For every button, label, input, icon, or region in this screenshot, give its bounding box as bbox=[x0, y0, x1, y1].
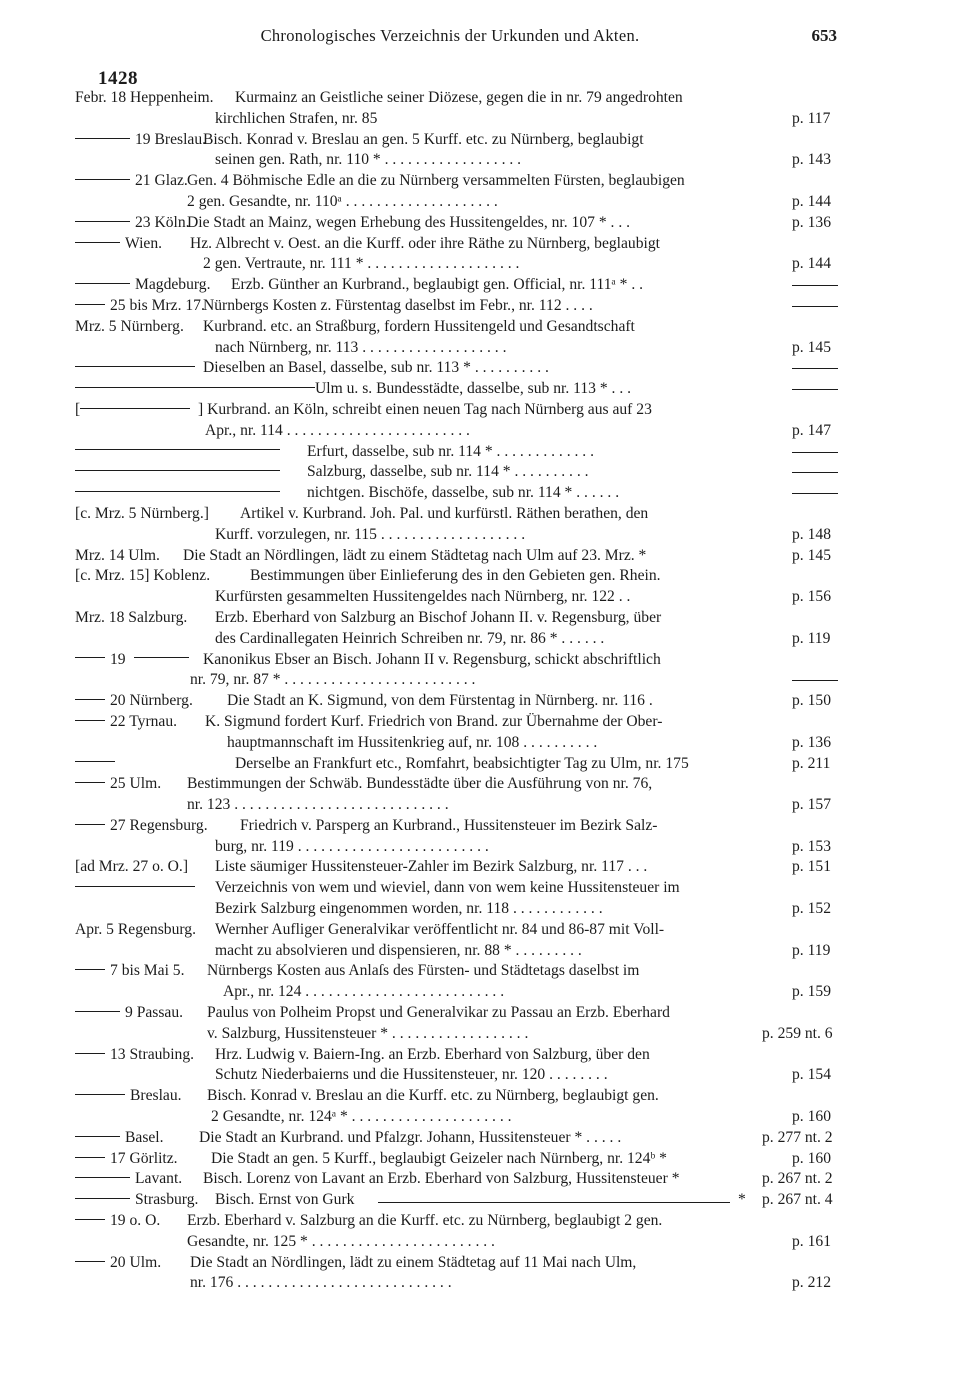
entry-date: Mrz. 5 Nürnberg. bbox=[75, 317, 184, 335]
entry-text: ] Kurbrand. an Köln, schreibt einen neuen Tag nach Nürnberg aus auf 23 bbox=[198, 400, 652, 418]
entry-line bbox=[0, 691, 960, 712]
running-title: Chronologisches Verzeichnis der Urkunden und Akten. bbox=[260, 26, 640, 45]
year-heading: 1428 bbox=[98, 68, 138, 89]
entry-date: Apr. 5 Regensburg. bbox=[75, 920, 196, 938]
entry-date bbox=[75, 379, 320, 400]
entry-line bbox=[0, 1045, 960, 1066]
page-reference: p. 277 nt. 2 bbox=[762, 1128, 833, 1146]
entry-date bbox=[75, 296, 205, 317]
entry-line bbox=[0, 982, 960, 1003]
entry-date bbox=[75, 816, 208, 837]
entry-line bbox=[0, 254, 960, 275]
entry-line bbox=[0, 192, 960, 213]
entry-line bbox=[0, 213, 960, 234]
ditto-dash bbox=[75, 1157, 105, 1158]
ditto-dash bbox=[378, 1202, 730, 1203]
entry-text: Die Stadt an Kurbrand. und Pfalzgr. Johann, Hussitensteuer * . . . . . bbox=[199, 1128, 622, 1146]
entry-line bbox=[0, 296, 960, 317]
entry-text: Kurmainz an Geistliche seiner Diözese, gegen die in nr. 79 angedrohten bbox=[235, 89, 683, 106]
entry-line bbox=[0, 400, 960, 421]
entry-text: Kurfürsten gesammelten Hussitengeldes nach Nürnberg, nr. 122 . . bbox=[215, 588, 631, 606]
ditto-dash bbox=[75, 720, 105, 721]
entry-line bbox=[0, 358, 960, 379]
entry-date bbox=[75, 1149, 178, 1170]
entry-date bbox=[75, 650, 194, 671]
page-reference: p. 159 bbox=[792, 983, 831, 1001]
entry-text: Hz. Albrecht v. Oest. an die Kurff. oder ihre Räthe zu Nürnberg, beglaubigt bbox=[190, 234, 660, 252]
entry-tail: * bbox=[738, 1191, 746, 1209]
entry-text: Kurbrand. etc. an Straßburg, fordern Hussitengeld und Gesandtschaft bbox=[203, 317, 635, 335]
page-reference: p. 153 bbox=[792, 837, 831, 855]
page-reference: p. 161 bbox=[792, 1232, 831, 1250]
entry-text: Die Stadt an gen. 5 Kurff., beglaubigt Geizeler nach Nürnberg, nr. 124ᵇ * bbox=[211, 1149, 667, 1167]
page-reference: p. 152 bbox=[792, 900, 831, 918]
entry-text: Bezirk Salzburg eingenommen worden, nr. 118 . . . . . . . . . . . . bbox=[215, 900, 603, 918]
entry-date bbox=[75, 1003, 183, 1024]
entry-text: Liste säumiger Hussitensteuer-Zahler im Bezirk Salzburg, nr. 117 . . . bbox=[215, 858, 648, 876]
entry-line bbox=[0, 379, 960, 400]
entry-line bbox=[0, 1169, 960, 1190]
ditto-dash bbox=[75, 1198, 130, 1199]
page-reference: p. 145 bbox=[792, 546, 831, 564]
entry-date-text: [ bbox=[75, 400, 81, 418]
ditto-dash bbox=[75, 969, 105, 970]
entry-line bbox=[0, 504, 960, 525]
entry-line bbox=[0, 275, 960, 296]
entry-date-text: 25 Ulm. bbox=[110, 775, 162, 793]
entry-text: Nürnbergs Kosten aus Anlaſs des Fürsten- und Städtetags daselbst im bbox=[207, 962, 640, 980]
entry-date bbox=[75, 1190, 198, 1211]
entry-line bbox=[0, 1024, 960, 1045]
entry-line bbox=[0, 1065, 960, 1086]
ditto-dash bbox=[75, 1261, 105, 1262]
page-reference: p. 151 bbox=[792, 858, 831, 876]
entry-date: Febr. 18 Heppenheim. bbox=[75, 89, 214, 106]
entry-text: Schutz Niederbaierns und die Hussitensteuer, nr. 120 . . . . . . . . bbox=[215, 1066, 608, 1084]
entry-line bbox=[0, 234, 960, 255]
entry-date bbox=[75, 1128, 164, 1149]
entry-text: kirchlichen Strafen, nr. 85 bbox=[215, 109, 378, 127]
entry-text: Friedrich v. Parsperg an Kurbrand., Hussitensteuer im Bezirk Salz- bbox=[240, 816, 658, 834]
entry-date-text: Basel. bbox=[125, 1128, 164, 1146]
entry-text: 2 Gesandte, nr. 124ᵃ * . . . . . . . . . . . . . . . . . . . . . bbox=[211, 1108, 512, 1126]
entry-text: Kanonikus Ebser an Bisch. Johann II v. Regensburg, schickt abschriftlich bbox=[203, 650, 661, 668]
page-reference: p. 160 bbox=[792, 1149, 831, 1167]
entry-line bbox=[0, 1211, 960, 1232]
ditto-dash bbox=[75, 1219, 105, 1220]
entry-date-text: Breslau. bbox=[130, 1087, 182, 1105]
entry-line bbox=[0, 795, 960, 816]
entry-line bbox=[0, 546, 960, 567]
entry-list bbox=[0, 88, 960, 1294]
entry-date-text: 17 Görlitz. bbox=[110, 1149, 178, 1167]
entry-line bbox=[0, 629, 960, 650]
entry-date-text: 20 Ulm. bbox=[110, 1253, 162, 1271]
entry-line bbox=[0, 587, 960, 608]
entry-date bbox=[75, 234, 162, 255]
page-reference: p. 136 bbox=[792, 213, 831, 231]
entry-date bbox=[75, 1045, 194, 1066]
entry-text: burg, nr. 119 . . . . . . . . . . . . . . . . . . . . . . . . . bbox=[215, 837, 489, 855]
page-reference: p. 117 bbox=[792, 109, 831, 127]
entry-text: Die Stadt an Nördlingen, lädt zu einem Städtetag auf 11 Mai nach Ulm, bbox=[190, 1253, 637, 1271]
entry-text: Bisch. Lorenz von Lavant an Erzb. Eberhard von Salzburg, Hussitensteuer * bbox=[203, 1170, 680, 1188]
entry-date bbox=[75, 171, 188, 192]
page-number: 653 bbox=[811, 26, 837, 45]
entry-line bbox=[0, 1003, 960, 1024]
entry-date bbox=[75, 691, 193, 712]
entry-text: Hrz. Ludwig v. Baiern-Ing. an Erzb. Eberhard von Salzburg, über den bbox=[215, 1045, 650, 1063]
entry-line bbox=[0, 1190, 960, 1211]
entry-text: des Cardinallegaten Heinrich Schreiben nr. 79, nr. 86 * . . . . . . bbox=[215, 629, 605, 647]
entry-date bbox=[75, 130, 206, 151]
entry-text: seinen gen. Rath, nr. 110 * . . . . . . . . . . . . . . . . . . bbox=[215, 151, 522, 169]
entry-text: Ulm u. s. Bundesstädte, dasselbe, sub nr. 113 * . . . bbox=[315, 380, 632, 398]
page-header bbox=[0, 26, 960, 50]
entry-date: Mrz. 14 Ulm. bbox=[75, 546, 160, 564]
ditto-dash bbox=[75, 366, 195, 367]
entry-line bbox=[0, 712, 960, 733]
entry-text: Apr., nr. 114 . . . . . . . . . . . . . . . . . . . . . . . . bbox=[205, 421, 470, 439]
entry-line bbox=[0, 442, 960, 463]
ditto-dash bbox=[75, 387, 315, 388]
entry-line bbox=[0, 338, 960, 359]
ditto-dash bbox=[75, 449, 280, 450]
entry-line bbox=[0, 733, 960, 754]
entry-text: Die Stadt an Mainz, wegen Erhebung des Hussitengeldes, nr. 107 * . . . bbox=[187, 213, 631, 231]
entry-line bbox=[0, 1086, 960, 1107]
entry-date bbox=[75, 213, 190, 234]
ditto-dash bbox=[75, 242, 120, 243]
entry-text: Nürnbergs Kosten z. Fürstentag daselbst im Febr., nr. 112 . . . . bbox=[203, 296, 593, 314]
entry-text: Erfurt, dasselbe, sub nr. 114 * . . . . . . . . . . . . . bbox=[307, 442, 595, 460]
entry-date-text: 22 Tyrnau. bbox=[110, 712, 178, 730]
entry-line bbox=[0, 878, 960, 899]
entry-date-text: 20 Nürnberg. bbox=[110, 692, 193, 710]
page-reference: p. 157 bbox=[792, 796, 831, 814]
entry-line bbox=[0, 837, 960, 858]
page-reference: p. 154 bbox=[792, 1066, 831, 1084]
ditto-dash bbox=[134, 657, 189, 658]
entry-date: [c. Mrz. 15] Koblenz. bbox=[75, 567, 211, 585]
entry-line bbox=[0, 317, 960, 338]
entry-line bbox=[0, 650, 960, 671]
entry-date-text: Wien. bbox=[125, 234, 163, 252]
entry-date-text: 23 Köln. bbox=[135, 213, 190, 231]
page-reference: p. 143 bbox=[792, 151, 831, 169]
entry-date-text: 19 o. O. bbox=[110, 1212, 161, 1230]
page-reference: p. 136 bbox=[792, 733, 831, 751]
entry-line bbox=[0, 774, 960, 795]
entry-text: 2 gen. Vertraute, nr. 111 * . . . . . . . . . . . . . . . . . . . . bbox=[203, 255, 520, 273]
entry-text: Bisch. Konrad v. Breslau an gen. 5 Kurff. etc. zu Nürnberg, beglaubigt bbox=[203, 130, 644, 148]
entry-text: Erzb. Günther an Kurbrand., beglaubigt gen. Official, nr. 111ᵃ * . . bbox=[231, 276, 644, 294]
page-reference: p. 147 bbox=[792, 421, 831, 439]
ditto-dash bbox=[75, 221, 130, 222]
ditto-dash bbox=[75, 782, 105, 783]
entry-text: Apr., nr. 124 . . . . . . . . . . . . . . . . . . . . . . . . . . bbox=[223, 983, 505, 1001]
reference-dash bbox=[792, 368, 838, 369]
reference-dash bbox=[792, 472, 838, 473]
entry-text: K. Sigmund fordert Kurf. Friedrich von Brand. zur Übernahme der Ober- bbox=[205, 712, 663, 730]
entry-line bbox=[0, 109, 960, 130]
entry-date bbox=[75, 1253, 161, 1274]
entry-text: Gesandte, nr. 125 * . . . . . . . . . . . . . . . . . . . . . . . . bbox=[187, 1232, 495, 1250]
entry-text: Bestimmungen der Schwäb. Bundesstädte über die Ausführung von nr. 76, bbox=[187, 775, 653, 793]
entry-line bbox=[0, 754, 960, 775]
entry-date bbox=[75, 878, 200, 899]
ditto-dash bbox=[75, 1094, 125, 1095]
entry-date-text: 19 Breslau. bbox=[135, 130, 207, 148]
entry-line bbox=[0, 816, 960, 837]
page-reference: p. 144 bbox=[792, 192, 831, 210]
entry-line bbox=[0, 1273, 960, 1294]
page-reference: p. 144 bbox=[792, 255, 831, 273]
reference-dash bbox=[792, 680, 838, 681]
page-reference: p. 160 bbox=[792, 1108, 831, 1126]
reference-dash bbox=[792, 493, 838, 494]
entry-text: Die Stadt an K. Sigmund, von dem Fürstentag in Nürnberg. nr. 116 . bbox=[227, 692, 653, 710]
page-reference: p. 145 bbox=[792, 338, 831, 356]
entry-date bbox=[75, 712, 177, 733]
page-reference: p. 119 bbox=[792, 629, 831, 647]
entry-text: nr. 176 . . . . . . . . . . . . . . . . . . . . . . . . . . . . bbox=[190, 1274, 452, 1292]
entry-line bbox=[0, 525, 960, 546]
entry-date bbox=[75, 462, 285, 483]
ditto-dash bbox=[75, 1136, 120, 1137]
entry-text: Erzb. Eberhard v. Salzburg an die Kurff. etc. zu Nürnberg, beglaubigt 2 gen. bbox=[187, 1212, 663, 1230]
entry-date: Mrz. 18 Salzburg. bbox=[75, 608, 188, 626]
entry-text: Die Stadt an Nördlingen, lädt zu einem Städtetag nach Ulm auf 23. Mrz. * bbox=[183, 546, 647, 564]
entry-text: Salzburg, dasselbe, sub nr. 114 * . . . . . . . . . . bbox=[307, 463, 589, 481]
ditto-dash bbox=[80, 408, 190, 409]
entry-text: Bisch. Ernst von Gurk bbox=[215, 1191, 355, 1209]
ditto-dash bbox=[75, 761, 115, 762]
page-reference: p. 267 nt. 2 bbox=[762, 1170, 833, 1188]
entry-line bbox=[0, 670, 960, 691]
entry-line bbox=[0, 130, 960, 151]
entry-line bbox=[0, 150, 960, 171]
entry-date-text: 25 bis Mrz. 17. bbox=[110, 296, 205, 314]
entry-text: 2 gen. Gesandte, nr. 110ᵃ . . . . . . . . . . . . . . . . . . . . bbox=[187, 192, 498, 210]
ditto-dash bbox=[75, 824, 105, 825]
entry-text: v. Salzburg, Hussitensteuer * . . . . . . . . . . . . . . . . . . bbox=[207, 1024, 529, 1042]
entry-text: Verzeichnis von wem und wieviel, dann von wem keine Hussitensteuer im bbox=[215, 879, 680, 897]
entry-date-text: 7 bis Mai 5. bbox=[110, 962, 185, 980]
entry-date-text: 21 Glaz. bbox=[135, 172, 188, 190]
entry-text: Bisch. Konrad v. Breslau an die Kurff. etc. zu Nürnberg, beglaubigt gen. bbox=[207, 1087, 659, 1105]
ditto-dash bbox=[75, 283, 130, 284]
entry-date bbox=[75, 774, 161, 795]
entry-date bbox=[75, 358, 200, 379]
reference-dash bbox=[792, 285, 838, 286]
entry-text: Wernher Aufliger Generalvikar veröffentlicht nr. 84 und 86-87 mit Voll- bbox=[215, 920, 665, 938]
entry-line bbox=[0, 1149, 960, 1170]
entry-text: nr. 79, nr. 87 * . . . . . . . . . . . . . . . . . . . . . . . . . bbox=[190, 671, 476, 689]
ditto-dash bbox=[75, 304, 105, 305]
entry-line bbox=[0, 88, 960, 109]
entry-text: Kurff. vorzulegen, nr. 115 . . . . . . . . . . . . . . . . . . . bbox=[215, 525, 526, 543]
ditto-dash bbox=[75, 657, 105, 658]
entry-date bbox=[75, 1211, 160, 1232]
ditto-dash bbox=[75, 491, 280, 492]
entry-date: [c. Mrz. 5 Nürnberg.] bbox=[75, 504, 209, 522]
page-reference: p. 211 bbox=[792, 754, 831, 772]
entry-line bbox=[0, 1253, 960, 1274]
entry-text: Derselbe an Frankfurt etc., Romfahrt, beabsichtigter Tag zu Ulm, nr. 175 bbox=[235, 754, 689, 772]
entry-line bbox=[0, 1232, 960, 1253]
entry-text: Erzb. Eberhard von Salzburg an Bischof Johann II. v. Regensburg, über bbox=[215, 608, 662, 626]
entry-date-text: 9 Passau. bbox=[125, 1004, 184, 1022]
entry-line bbox=[0, 1128, 960, 1149]
entry-line bbox=[0, 920, 960, 941]
entry-line bbox=[0, 421, 960, 442]
entry-date bbox=[75, 1086, 182, 1107]
ditto-dash bbox=[75, 1011, 120, 1012]
entry-text: Gen. 4 Böhmische Edle an die zu Nürnberg versammelten Fürsten, beglaubigen bbox=[187, 172, 685, 190]
entry-text: Bestimmungen über Einlieferung des in den Gebieten gen. Rhein. bbox=[250, 567, 661, 585]
entry-date-text: 19 bbox=[110, 650, 126, 668]
entry-text: nr. 123 . . . . . . . . . . . . . . . . . . . . . . . . . . . . bbox=[187, 796, 449, 814]
entry-line bbox=[0, 941, 960, 962]
reference-dash bbox=[792, 452, 838, 453]
entry-date bbox=[75, 275, 211, 296]
entry-line bbox=[0, 961, 960, 982]
entry-line bbox=[0, 462, 960, 483]
entry-date-text: Strasburg. bbox=[135, 1191, 199, 1209]
entry-date bbox=[75, 442, 285, 463]
ditto-dash bbox=[75, 138, 130, 139]
entry-text: Paulus von Polheim Propst und Generalvikar zu Passau an Erzb. Eberhard bbox=[207, 1004, 670, 1022]
reference-dash bbox=[792, 306, 838, 307]
ditto-dash bbox=[75, 886, 195, 887]
entry-date-text: Lavant. bbox=[135, 1170, 183, 1188]
page-reference: p. 156 bbox=[792, 588, 831, 606]
entry-line bbox=[0, 483, 960, 504]
ditto-dash bbox=[75, 470, 280, 471]
ditto-dash bbox=[75, 179, 130, 180]
entry-date-text: 27 Regensburg. bbox=[110, 816, 208, 834]
entry-date: [ad Mrz. 27 o. O.] bbox=[75, 858, 189, 876]
page-reference: p. 259 nt. 6 bbox=[762, 1024, 833, 1042]
entry-line bbox=[0, 171, 960, 192]
entry-date-text: 13 Straubing. bbox=[110, 1045, 195, 1063]
entry-text: Dieselben an Basel, dasselbe, sub nr. 113 * . . . . . . . . . . bbox=[203, 359, 549, 377]
page-reference: p. 212 bbox=[792, 1274, 831, 1292]
entry-line bbox=[0, 857, 960, 878]
page-reference: p. 119 bbox=[792, 941, 831, 959]
entry-date-text: Magdeburg. bbox=[135, 276, 211, 294]
page-reference: p. 148 bbox=[792, 525, 831, 543]
page-reference: p. 267 nt. 4 bbox=[762, 1191, 833, 1209]
entry-date bbox=[75, 400, 195, 421]
ditto-dash bbox=[75, 1053, 105, 1054]
entry-line bbox=[0, 1107, 960, 1128]
entry-text: Artikel v. Kurbrand. Joh. Pal. und kurfürstl. Räthen berathen, den bbox=[240, 504, 649, 522]
entry-line bbox=[0, 608, 960, 629]
entry-line bbox=[0, 566, 960, 587]
entry-text: hauptmannschaft im Hussitenkrieg auf, nr. 108 . . . . . . . . . . bbox=[227, 733, 598, 751]
entry-text: nach Nürnberg, nr. 113 . . . . . . . . . . . . . . . . . . . bbox=[215, 338, 507, 356]
page-reference: p. 150 bbox=[792, 692, 831, 710]
entry-line bbox=[0, 899, 960, 920]
entry-date bbox=[75, 483, 285, 504]
entry-date bbox=[75, 1169, 182, 1190]
entry-date bbox=[75, 754, 120, 775]
entry-text: macht zu absolvieren und dispensieren, nr. 88 * . . . . . . . . . bbox=[215, 941, 582, 959]
entry-text: nichtgen. Bischöfe, dasselbe, sub nr. 114 * . . . . . . bbox=[307, 484, 620, 502]
ditto-dash bbox=[75, 1177, 130, 1178]
reference-dash bbox=[792, 389, 838, 390]
entry-date bbox=[75, 961, 185, 982]
ditto-dash bbox=[75, 699, 105, 700]
